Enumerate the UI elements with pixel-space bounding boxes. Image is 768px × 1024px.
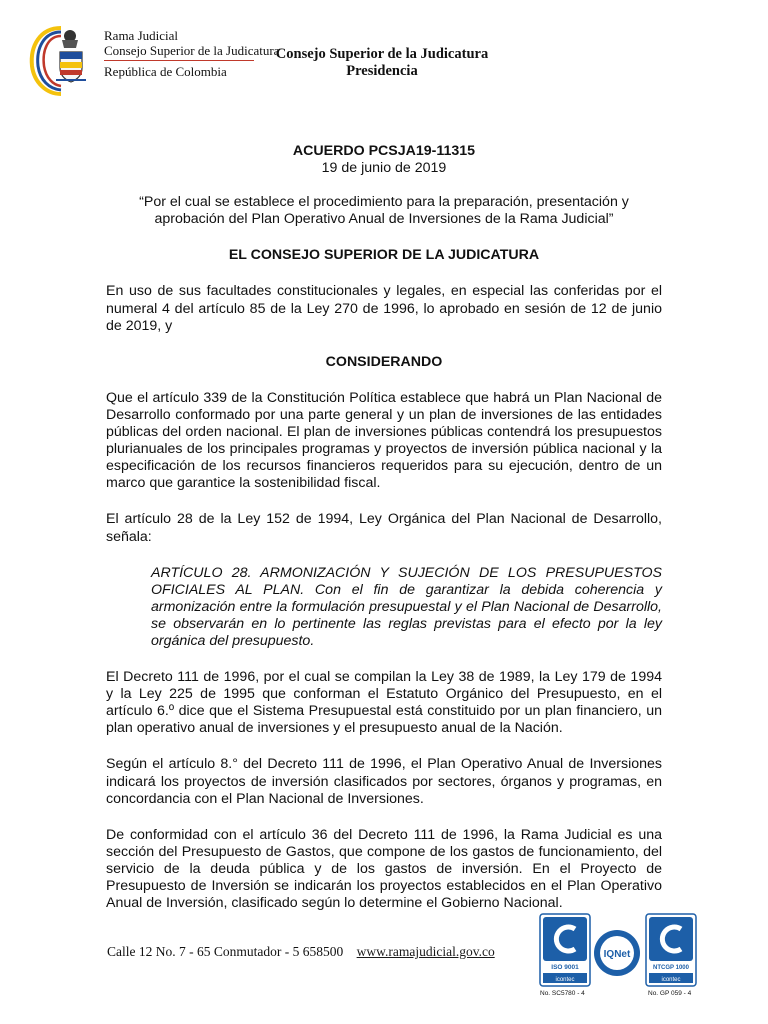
cert1-number: No. SC5780 - 4 (540, 990, 585, 997)
acuerdo-number: ACUERDO PCSJA19-11315 (292, 143, 476, 159)
header-divider (104, 60, 254, 61)
acuerdo-subject: “Por el cual se establece el procedimiento para la preparación, presentación y aprobación del Plan Operativo Anual de Inversiones de la Rama Judicial” (139, 194, 629, 228)
paragraph-articulo-8: Según el artículo 8.° del Decreto 111 de 1996, el Plan Operativo Anual de Inversiones indicará los proyectos de inversión clasificados por sectores, órganos y programas, en concordancia con el Plan Nacional de Inversiones. (106, 756, 662, 807)
cert3-name: NTCGP 1000 (653, 965, 689, 971)
footer-website-link[interactable]: www.ramajudicial.gov.co (356, 944, 495, 959)
ntcgp-1000-certification-logo (645, 913, 697, 987)
header-title-line1: Consejo Superior de la Judicatura (275, 46, 489, 62)
paragraph-constitucion: Que el artículo 339 de la Constitución Política establece que habrá un Plan Nacional de Desarrollo conformado por una parte general y un plan de inversiones de las entidades públicas del orden nacional. El plan de inversiones públicas contendrá los presupuestos plurianuales de los principales programas y proyectos de inversión pública nacional y la especificación de los recursos financieros requeridos para su ejecución, dentro de un marco que garantice la sostenibilidad fiscal. (106, 389, 662, 492)
considerando-heading: CONSIDERANDO (325, 353, 443, 370)
iso-9001-certification-logo (539, 913, 591, 987)
footer-contact (107, 944, 495, 960)
paragraph-articulo-36: De conformidad con el artículo 36 del Decreto 111 de 1996, la Rama Judicial es una sección del Presupuesto de Gastos, que compone de los gastos de funcionamiento, del servicio de la deuda pública y de los gastos de inversión. En el Proyecto de Presupuesto de Inversión se indicarán los proyectos establecidos en el Plan Operativo Anual de Inversión, clasificado según lo determine el Gobierno Nacional. (106, 826, 662, 912)
header-title (262, 46, 502, 80)
acuerdo-date: 19 de junio de 2019 (321, 160, 447, 177)
cert3-brand: icontec (661, 977, 681, 983)
paragraph-ley-152: El artículo 28 de la Ley 152 de 1994, Ley Orgánica del Plan Nacional de Desarrollo, señala: (106, 511, 662, 545)
footer-address: Calle 12 No. 7 - 65 Conmutador - 5 658500 (107, 944, 344, 959)
quote-articulo-28: ARTÍCULO 28. ARMONIZACIÓN Y SUJECIÓN DE LOS PRESUPUESTOS OFICIALES AL PLAN. Con el fin de garantizar la debida coherencia y armonización entre la formulación presupuestal y el Plan Nacional de Desarrollo, se observarán en lo pertinente las reglas previstas para el efecto por la ley orgánica del presupuesto. (151, 564, 662, 649)
cert2-name: IQNet (603, 949, 631, 960)
cert1-name: ISO 9001 (551, 964, 579, 971)
institution-name-block (104, 28, 280, 79)
iqnet-certification-logo (592, 925, 642, 983)
cert1-brand: icontec (555, 977, 575, 983)
intro-paragraph: En uso de sus facultades constitucionales y legales, en especial las conferidas por el numeral 4 del artículo 85 de la Ley 270 de 1996, lo aprobado en sesión de 12 de junio de 2019, y (106, 283, 662, 334)
document-body (106, 143, 662, 912)
authority-heading: EL CONSEJO SUPERIOR DE LA JUDICATURA (228, 247, 540, 264)
org-line-republica: República de Colombia (104, 64, 227, 79)
org-line-consejo: Consejo Superior de la Judicatura (104, 43, 280, 58)
org-line-rama: Rama Judicial (104, 28, 179, 43)
cert3-number: No. GP 059 - 4 (648, 990, 692, 997)
header-title-line2: Presidencia (346, 63, 418, 79)
coat-of-arms-logo (26, 22, 96, 98)
paragraph-decreto-111: El Decreto 111 de 1996, por el cual se compilan la Ley 38 de 1989, la Ley 179 de 1994 y la Ley 225 de 1995 que conforman el Estatuto Orgánico del Presupuesto, en el artículo 6.º dice que el Sistema Presupuestal está constituido por un plan financiero, un plan operativo anual de inversiones y el presupuesto anual de la Nación. (106, 669, 662, 737)
